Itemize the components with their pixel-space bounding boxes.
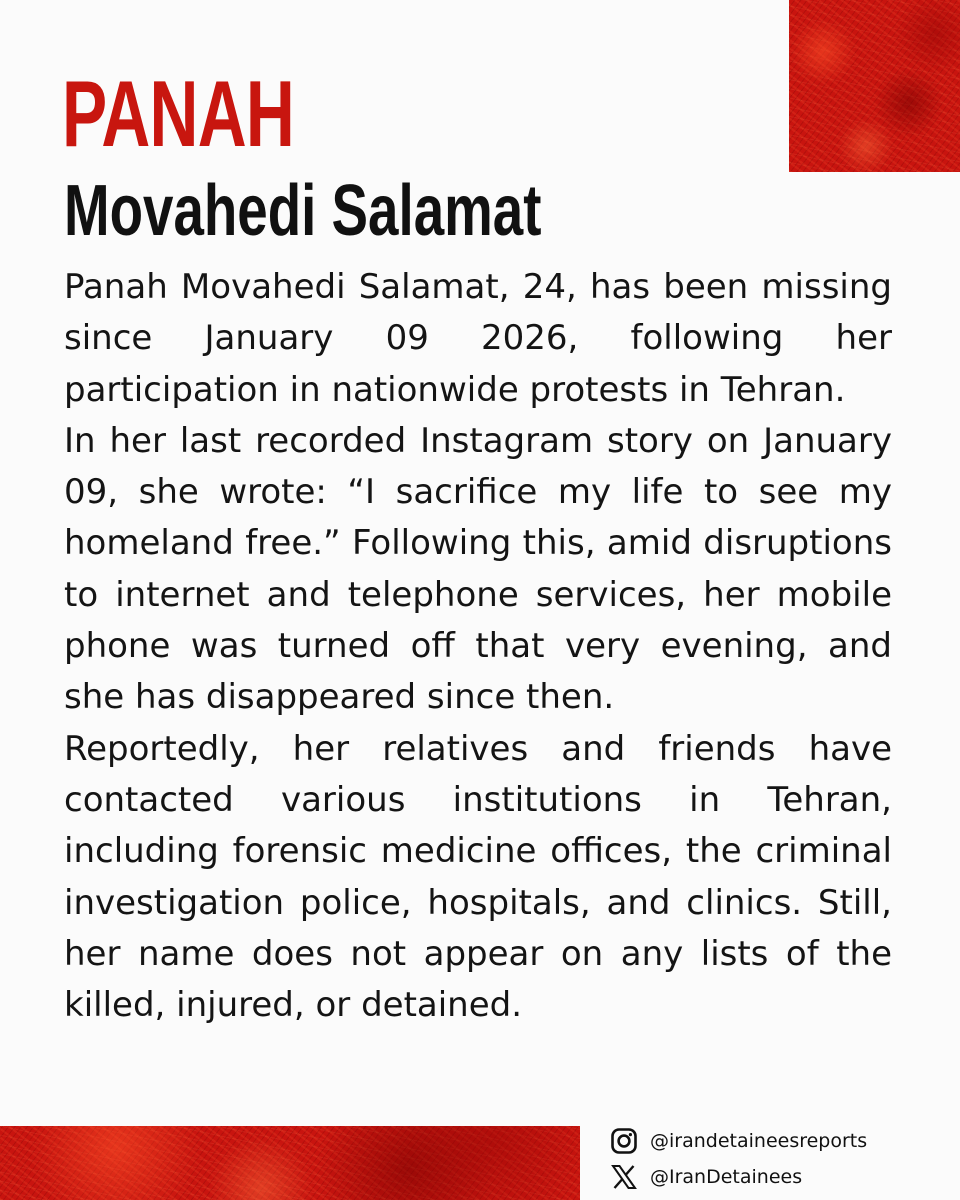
x-handle: @IranDetainees bbox=[650, 1166, 803, 1188]
red-texture-bottom-left bbox=[0, 1126, 580, 1200]
x-handle-row[interactable] bbox=[610, 1160, 802, 1194]
social-handles bbox=[610, 1124, 950, 1194]
red-texture-top-right bbox=[789, 0, 960, 172]
story-paragraph-search: Reportedly, her relatives and friends have contacted various institutions in Tehran, including forensic medicine offices, the criminal investigation police, hospitals, and clinics. Still, her name does not appear on any lists of the killed, injured, or detained. bbox=[64, 728, 892, 1026]
story-paragraph-missing: Panah Movahedi Salamat, 24, has been missing since January 09 2026, following her participation in nationwide protests in Tehran. bbox=[64, 267, 892, 410]
x-logo-icon bbox=[610, 1163, 638, 1191]
story-paragraph-instagram: In her last recorded Instagram story on January 09, she wrote: “I sacrifice my life to see my homeland free.” Following this, amid disruptions to internet and telephone services, her mobile phone was turned off that very evening, and she has disappeared since then. bbox=[64, 420, 892, 718]
first-name-heading: PANAH bbox=[62, 61, 295, 166]
instagram-handle: @irandetaineesreports bbox=[650, 1130, 868, 1152]
instagram-handle-row[interactable] bbox=[610, 1124, 867, 1158]
last-name-heading: Movahedi Salamat bbox=[64, 171, 542, 251]
instagram-icon bbox=[610, 1127, 638, 1155]
story-text bbox=[64, 262, 892, 1031]
